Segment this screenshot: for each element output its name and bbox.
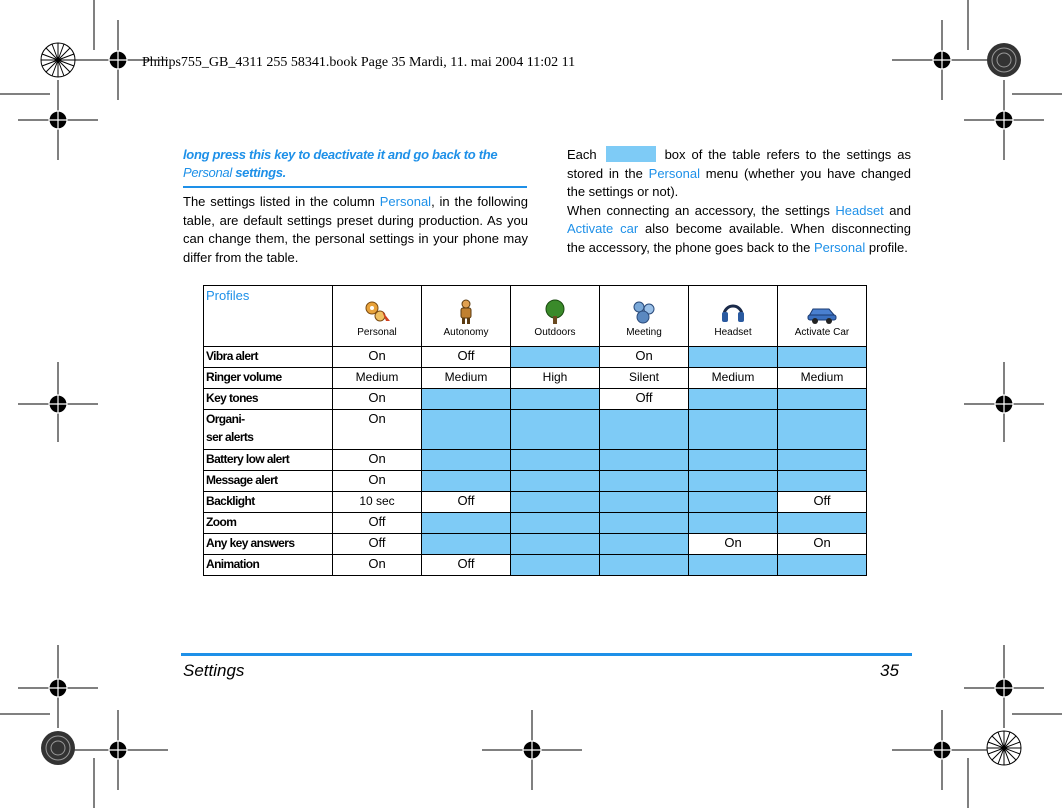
table-cell-shaded	[689, 513, 778, 534]
table-cell-shaded	[422, 389, 511, 410]
autonomy-icon	[449, 299, 483, 325]
table-cell-shaded	[778, 513, 867, 534]
table-cell: Medium	[422, 368, 511, 389]
table-row	[204, 492, 867, 513]
table-row	[204, 513, 867, 534]
table-row	[204, 410, 867, 450]
table-cell-shaded	[511, 389, 600, 410]
table-cell-shaded	[422, 534, 511, 555]
expl-and: and	[889, 202, 911, 218]
row-label: Battery low alert	[204, 450, 333, 471]
expl-accessory-text: When connecting an accessory, the settings	[567, 202, 830, 218]
table-cell: On	[333, 410, 422, 450]
intro-rule	[183, 186, 527, 188]
table-cell-shaded	[600, 492, 689, 513]
table-cell-shaded	[511, 513, 600, 534]
table-cell: On	[333, 555, 422, 576]
profile-label: Activate Car	[794, 327, 850, 338]
table-cell: Off	[600, 389, 689, 410]
row-label: Vibra alert	[204, 347, 333, 368]
row-label: Zoom	[204, 513, 333, 534]
expl-also-text: also become available. When disconnecting the accessory, the phone goes back to the	[567, 221, 911, 255]
desc-text-before: The settings listed in the column	[183, 194, 375, 209]
expl-profile-text: profile.	[868, 239, 908, 255]
row-label: Any key answers	[204, 534, 333, 555]
meeting-icon	[627, 299, 661, 325]
desc-text-after: , in the following table, are default settings preset during production. As you can change them, the personal settings in your phone may differ from the table.	[183, 194, 528, 265]
outdoors-icon	[538, 299, 572, 325]
table-cell-shaded	[689, 555, 778, 576]
expl-each: Each	[567, 147, 597, 162]
expl-headset: Headset	[835, 202, 884, 218]
table-cell-shaded	[600, 450, 689, 471]
car-icon	[805, 299, 839, 325]
footer-rule	[181, 653, 912, 656]
table-cell-shaded	[422, 513, 511, 534]
table-cell: On	[689, 534, 778, 555]
table-cell-shaded	[689, 389, 778, 410]
profile-col-outdoors	[511, 286, 600, 347]
profile-explanation	[567, 146, 911, 257]
profile-col-activate-car	[778, 286, 867, 347]
table-cell-shaded	[778, 410, 867, 450]
expl-personal-2: Personal	[813, 239, 866, 255]
row-label: Ringer volume	[204, 368, 333, 389]
table-cell: Medium	[333, 368, 422, 389]
table-row	[204, 347, 867, 368]
table-cell: On	[333, 389, 422, 410]
print-header: Philips755_GB_4311 255 58341.book Page 35 Mardi, 11. mai 2004 11:02 11	[142, 55, 576, 70]
profile-col-autonomy	[422, 286, 511, 347]
table-cell: 10 sec	[333, 492, 422, 513]
table-cell-shaded	[600, 471, 689, 492]
footer-section-title: Settings	[183, 661, 245, 680]
table-cell-shaded	[511, 471, 600, 492]
table-cell: Off	[422, 347, 511, 368]
row-label: Animation	[204, 555, 333, 576]
profile-label: Outdoors	[534, 327, 576, 338]
table-row	[204, 368, 867, 389]
table-cell-shaded	[600, 555, 689, 576]
table-cell: On	[778, 534, 867, 555]
intro-heading	[183, 146, 529, 182]
intro-heading-personal: Personal	[183, 165, 232, 180]
settings-description	[183, 193, 528, 267]
table-cell-shaded	[778, 389, 867, 410]
profile-label: Headset	[714, 327, 752, 338]
profiles-header-row	[204, 286, 867, 347]
table-cell-shaded	[511, 492, 600, 513]
table-cell-shaded	[422, 471, 511, 492]
profile-label: Meeting	[626, 327, 662, 338]
table-cell-shaded	[511, 534, 600, 555]
table-cell-shaded	[689, 450, 778, 471]
intro-heading-part1: long press this key to deactivate it and go back to the	[183, 147, 498, 162]
table-cell-shaded	[689, 347, 778, 368]
footer-page-number: 35	[880, 661, 899, 680]
table-cell-shaded	[422, 450, 511, 471]
table-cell-shaded	[511, 555, 600, 576]
table-row	[204, 389, 867, 410]
profile-col-personal	[333, 286, 422, 347]
profile-col-headset	[689, 286, 778, 347]
table-cell-shaded	[778, 555, 867, 576]
row-label: Key tones	[204, 389, 333, 410]
row-label: Message alert	[204, 471, 333, 492]
intro-heading-part2: settings.	[235, 165, 286, 180]
headset-icon	[716, 299, 750, 325]
expl-box-text: box of the table refers to the settings as stored in the	[567, 147, 911, 181]
desc-personal: Personal	[379, 194, 432, 209]
row-label-line1: Organi-	[206, 412, 245, 426]
table-cell-shaded	[422, 410, 511, 450]
table-cell-shaded	[600, 534, 689, 555]
table-cell-shaded	[511, 347, 600, 368]
row-label: Backlight	[204, 492, 333, 513]
table-cell: On	[333, 471, 422, 492]
table-cell: Medium	[689, 368, 778, 389]
table-cell: Off	[422, 492, 511, 513]
shaded-box-sample	[606, 146, 656, 162]
table-row	[204, 555, 867, 576]
table-cell-shaded	[511, 410, 600, 450]
expl-menu-text: menu (whether you have changed the settings or not).	[567, 165, 911, 199]
personal-icon	[360, 299, 394, 325]
profile-label: Personal	[357, 327, 397, 338]
table-cell-shaded	[511, 450, 600, 471]
table-cell: On	[333, 347, 422, 368]
table-cell-shaded	[600, 513, 689, 534]
table-cell: On	[333, 450, 422, 471]
expl-personal: Personal	[648, 165, 700, 181]
table-cell: Silent	[600, 368, 689, 389]
table-cell-shaded	[778, 347, 867, 368]
expl-activate-car: Activate car	[567, 221, 639, 236]
table-row	[204, 534, 867, 555]
row-label	[204, 410, 333, 450]
table-cell-shaded	[689, 410, 778, 450]
table-cell-shaded	[778, 471, 867, 492]
table-cell-shaded	[689, 471, 778, 492]
table-cell: High	[511, 368, 600, 389]
row-label-line2: ser alerts	[206, 430, 254, 444]
profiles-corner-label: Profiles	[204, 286, 333, 347]
table-cell: Medium	[778, 368, 867, 389]
profiles-table	[203, 285, 867, 576]
table-cell-shaded	[778, 450, 867, 471]
profile-col-meeting	[600, 286, 689, 347]
profile-label: Autonomy	[443, 327, 489, 338]
table-cell-shaded	[689, 492, 778, 513]
table-row	[204, 471, 867, 492]
table-cell-shaded	[600, 410, 689, 450]
table-cell: Off	[333, 513, 422, 534]
table-cell: Off	[422, 555, 511, 576]
table-cell: Off	[778, 492, 867, 513]
table-row	[204, 450, 867, 471]
table-cell: Off	[333, 534, 422, 555]
table-cell: On	[600, 347, 689, 368]
